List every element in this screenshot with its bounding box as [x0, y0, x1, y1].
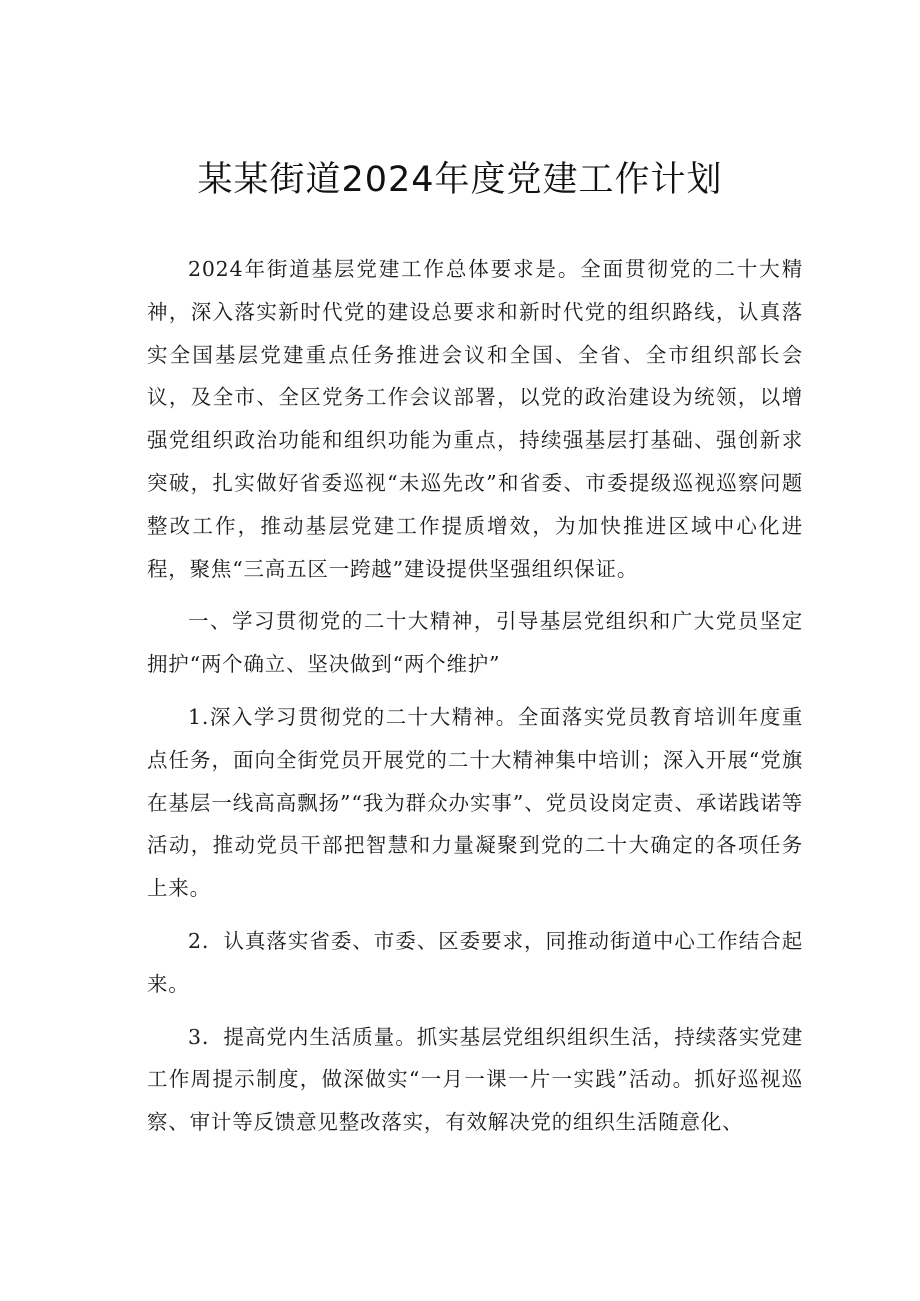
- section-heading-1: 一、学习贯彻党的二十大精神，引导基层党组织和广大党员坚定拥护“两个确立、坚决做到“两个维护”: [147, 609, 803, 677]
- document-body: [147, 248, 803, 1154]
- paragraph-item-1: 1.深入学习贯彻党的二十大精神。全面落实党员教育培训年度重点任务，面向全街党员开展党的二十大精神集中培训；深入开展“党旗在基层一线高高飘扬”“我为群众办实事”、党员设岗定责、承诺践诺等活动，推动党员干部把智慧和力量凝聚到党的二十大确定的各项任务上来。: [147, 704, 803, 901]
- paragraph-item-2: 2．认真落实省委、市委、区委要求，同推动街道中心工作结合起来。: [147, 928, 803, 996]
- paragraph-item-3: 3．提高党内生活质量。抓实基层党组织组织生活，持续落实党建工作周提示制度，做深做实“一月一课一片一实践”活动。抓好巡视巡察、审计等反馈意见整改落实，有效解决党的组织生活随意化、: [147, 1024, 803, 1135]
- document-title: 某某街道2024年度党建工作计划: [197, 160, 723, 200]
- paragraph-general-requirements: 2024年街道基层党建工作总体要求是。全面贯彻党的二十大精神，深入落实新时代党的建设总要求和新时代党的组织路线，认真落实全国基层党建重点任务推进会议和全国、全省、全市组织部长会议，及全市、全区党务工作会议部署，以党的政治建设为统领，以增强党组织政治功能和组织功能为重点，持续强基层打基础、强创新求突破，扎实做好省委巡视“未巡先改”和省委、市委提级巡视巡察问题整改工作，推动基层党建工作提质增效，为加快推进区域中心化进程，聚焦“三高五区一跨越”建设提供坚强组织保证。: [147, 257, 803, 581]
